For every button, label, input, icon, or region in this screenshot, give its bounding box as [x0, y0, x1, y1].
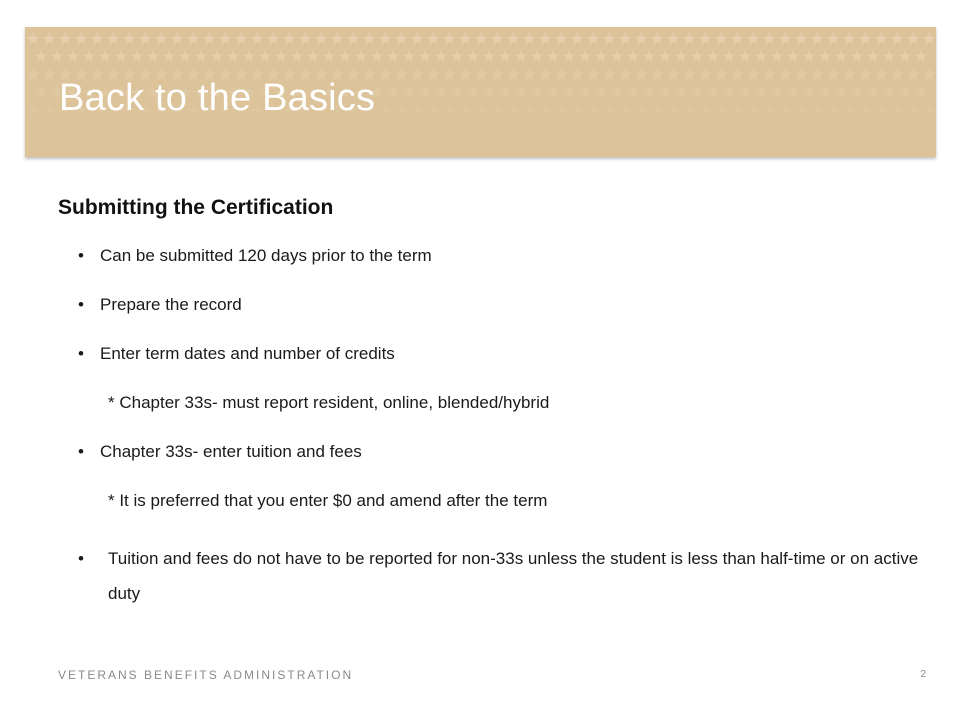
- star-shape: [491, 69, 503, 81]
- star-shape: [683, 33, 695, 45]
- star-shape: [475, 105, 487, 117]
- star-shape: [651, 33, 663, 45]
- star-shape: [339, 51, 351, 63]
- star-shape: [803, 87, 815, 99]
- star-shape: [643, 51, 655, 63]
- star-shape: [275, 51, 287, 63]
- star-shape: [747, 33, 759, 45]
- star-shape: [499, 87, 511, 99]
- star-shape: [643, 87, 655, 99]
- star-shape: [155, 33, 167, 45]
- star-shape: [731, 33, 743, 45]
- list-item-text: Can be submitted 120 days prior to the term: [100, 246, 432, 265]
- star-shape: [187, 33, 199, 45]
- star-shape: [891, 105, 903, 117]
- star-shape: [779, 105, 791, 117]
- star-shape: [291, 51, 303, 63]
- star-shape: [379, 69, 391, 81]
- star-shape: [491, 33, 503, 45]
- star-shape: [795, 69, 807, 81]
- star-shape: [395, 69, 407, 81]
- star-shape: [579, 51, 591, 63]
- star-shape: [619, 33, 631, 45]
- star-shape: [899, 87, 911, 99]
- star-shape: [659, 51, 671, 63]
- star-shape: [539, 105, 551, 117]
- star-shape: [627, 51, 639, 63]
- star-shape: [859, 69, 871, 81]
- title-banner: [25, 27, 936, 157]
- star-shape: [635, 33, 647, 45]
- star-shape: [499, 51, 511, 63]
- star-shape: [347, 33, 359, 45]
- star-shape: [283, 33, 295, 45]
- star-shape: [683, 105, 695, 117]
- star-shape: [379, 105, 391, 117]
- star-shape: [723, 87, 735, 99]
- star-shape: [411, 69, 423, 81]
- star-shape: [867, 51, 879, 63]
- star-shape: [755, 87, 767, 99]
- star-shape: [43, 69, 55, 81]
- star-shape: [539, 69, 551, 81]
- star-shape: [747, 69, 759, 81]
- star-shape: [587, 105, 599, 117]
- star-shape: [171, 33, 183, 45]
- star-shape: [875, 33, 887, 45]
- star-shape: [667, 69, 679, 81]
- star-shape: [99, 51, 111, 63]
- star-shape: [475, 69, 487, 81]
- star-shape: [195, 51, 207, 63]
- star-shape: [627, 87, 639, 99]
- sub-note: * Chapter 33s- must report resident, online, blended/hybrid: [108, 393, 550, 412]
- star-shape: [211, 51, 223, 63]
- star-shape: [427, 105, 439, 117]
- star-shape: [691, 51, 703, 63]
- star-shape: [755, 51, 767, 63]
- star-shape: [483, 51, 495, 63]
- star-shape: [27, 69, 39, 81]
- star-shape: [715, 105, 727, 117]
- star-shape: [475, 33, 487, 45]
- star-shape: [59, 33, 71, 45]
- star-shape: [203, 33, 215, 45]
- bullet-icon: •: [78, 295, 84, 314]
- star-shape: [875, 69, 887, 81]
- star-shape: [843, 69, 855, 81]
- star-shape: [107, 33, 119, 45]
- star-shape: [795, 33, 807, 45]
- star-shape: [827, 69, 839, 81]
- star-shape: [691, 87, 703, 99]
- star-shape: [267, 33, 279, 45]
- star-shape: [731, 105, 743, 117]
- star-shape: [427, 33, 439, 45]
- star-shape: [659, 87, 671, 99]
- star-shape: [827, 33, 839, 45]
- star-shape: [859, 105, 871, 117]
- star-shape: [587, 33, 599, 45]
- star-shape: [635, 69, 647, 81]
- star-shape: [555, 33, 567, 45]
- star-shape: [923, 105, 935, 117]
- star-shape: [539, 33, 551, 45]
- star-shape: [795, 105, 807, 117]
- star-shape: [67, 51, 79, 63]
- star-shape: [811, 33, 823, 45]
- star-shape: [571, 105, 583, 117]
- star-shape: [723, 51, 735, 63]
- list-item-text: Prepare the record: [100, 295, 242, 314]
- star-shape: [371, 51, 383, 63]
- star-shape: [819, 87, 831, 99]
- star-shape: [867, 87, 879, 99]
- star-shape: [579, 87, 591, 99]
- star-shape: [235, 33, 247, 45]
- star-shape: [323, 51, 335, 63]
- star-shape: [603, 33, 615, 45]
- star-shape: [699, 33, 711, 45]
- star-shape: [555, 69, 567, 81]
- star-shape: [419, 51, 431, 63]
- star-shape: [907, 69, 919, 81]
- star-shape: [811, 69, 823, 81]
- star-shape: [747, 105, 759, 117]
- star-shape: [147, 51, 159, 63]
- star-shape: [731, 69, 743, 81]
- bullet-icon: •: [78, 344, 84, 363]
- star-shape: [595, 87, 607, 99]
- star-shape: [739, 87, 751, 99]
- footer-org: VETERANS BENEFITS ADMINISTRATION: [58, 668, 354, 682]
- star-shape: [379, 33, 391, 45]
- star-shape: [123, 33, 135, 45]
- star-shape: [507, 105, 519, 117]
- star-shape: [875, 105, 887, 117]
- star-shape: [739, 51, 751, 63]
- star-shape: [603, 69, 615, 81]
- slide-title: Back to the Basics: [59, 77, 376, 119]
- star-shape: [299, 33, 311, 45]
- star-shape: [403, 51, 415, 63]
- star-shape: [843, 105, 855, 117]
- star-shape: [787, 51, 799, 63]
- star-shape: [899, 51, 911, 63]
- star-shape: [403, 87, 415, 99]
- star-shape: [891, 33, 903, 45]
- star-shape: [35, 51, 47, 63]
- star-shape: [459, 33, 471, 45]
- star-shape: [547, 51, 559, 63]
- star-shape: [595, 51, 607, 63]
- star-shape: [259, 51, 271, 63]
- star-shape: [811, 105, 823, 117]
- star-shape: [523, 105, 535, 117]
- star-shape: [619, 69, 631, 81]
- star-shape: [131, 51, 143, 63]
- star-shape: [395, 33, 407, 45]
- star-shape: [699, 105, 711, 117]
- star-shape: [467, 87, 479, 99]
- star-shape: [531, 51, 543, 63]
- star-shape: [619, 105, 631, 117]
- star-shape: [459, 69, 471, 81]
- star-shape: [243, 51, 255, 63]
- star-shape: [803, 51, 815, 63]
- star-shape: [835, 87, 847, 99]
- star-shape: [915, 87, 927, 99]
- star-shape: [771, 51, 783, 63]
- star-shape: [331, 33, 343, 45]
- star-shape: [611, 87, 623, 99]
- star-shape: [467, 51, 479, 63]
- star-shape: [907, 33, 919, 45]
- star-shape: [523, 33, 535, 45]
- sub-note: * It is preferred that you enter $0 and amend after the term: [108, 491, 548, 510]
- star-shape: [715, 33, 727, 45]
- star-shape: [699, 69, 711, 81]
- star-shape: [883, 51, 895, 63]
- star-shape: [715, 69, 727, 81]
- star-shape: [483, 87, 495, 99]
- star-shape: [387, 51, 399, 63]
- star-shape: [779, 33, 791, 45]
- list-item-text: Enter term dates and number of credits: [100, 344, 395, 363]
- section-heading: Submitting the Certification: [58, 196, 334, 219]
- star-shape: [675, 87, 687, 99]
- star-shape: [427, 69, 439, 81]
- star-shape: [227, 51, 239, 63]
- star-shape: [571, 69, 583, 81]
- star-shape: [35, 87, 47, 99]
- star-shape: [667, 105, 679, 117]
- star-shape: [43, 105, 55, 117]
- star-shape: [891, 69, 903, 81]
- star-shape: [83, 51, 95, 63]
- star-shape: [675, 51, 687, 63]
- star-shape: [507, 33, 519, 45]
- star-shape: [763, 69, 775, 81]
- star-shape: [411, 33, 423, 45]
- star-shape: [523, 69, 535, 81]
- star-shape: [635, 105, 647, 117]
- star-shape: [651, 105, 663, 117]
- star-shape: [827, 105, 839, 117]
- star-shape: [251, 33, 263, 45]
- star-shape: [491, 105, 503, 117]
- star-shape: [459, 105, 471, 117]
- star-shape: [883, 87, 895, 99]
- star-shape: [587, 69, 599, 81]
- star-shape: [843, 33, 855, 45]
- star-shape: [139, 33, 151, 45]
- star-shape: [115, 51, 127, 63]
- star-shape: [683, 69, 695, 81]
- star-shape: [219, 33, 231, 45]
- star-shape: [571, 33, 583, 45]
- star-shape: [835, 51, 847, 63]
- star-shape: [507, 69, 519, 81]
- star-shape: [435, 87, 447, 99]
- star-shape: [27, 33, 39, 45]
- star-shape: [443, 69, 455, 81]
- star-shape: [515, 87, 527, 99]
- star-shape: [563, 51, 575, 63]
- star-shape: [163, 51, 175, 63]
- star-shape: [851, 87, 863, 99]
- star-shape: [51, 51, 63, 63]
- star-shape: [531, 87, 543, 99]
- star-shape: [443, 105, 455, 117]
- star-shape: [515, 51, 527, 63]
- bullet-icon: •: [78, 442, 84, 461]
- star-shape: [851, 51, 863, 63]
- star-shape: [363, 33, 375, 45]
- star-shape: [915, 51, 927, 63]
- star-shape: [859, 33, 871, 45]
- star-shape: [179, 51, 191, 63]
- star-shape: [907, 105, 919, 117]
- star-shape: [611, 51, 623, 63]
- bullet-icon: •: [78, 549, 84, 568]
- star-shape: [387, 87, 399, 99]
- star-shape: [707, 87, 719, 99]
- star-shape: [451, 87, 463, 99]
- star-shape: [603, 105, 615, 117]
- star-shape: [307, 51, 319, 63]
- star-shape: [787, 87, 799, 99]
- star-shape: [27, 105, 39, 117]
- star-shape: [651, 69, 663, 81]
- star-shape: [355, 51, 367, 63]
- star-shape: [763, 33, 775, 45]
- star-shape: [395, 105, 407, 117]
- star-shape: [443, 33, 455, 45]
- star-shape: [75, 33, 87, 45]
- star-shape: [555, 105, 567, 117]
- page-number: 2: [920, 669, 926, 680]
- star-shape: [763, 105, 775, 117]
- star-shape: [451, 51, 463, 63]
- star-shape: [315, 33, 327, 45]
- bullet-icon: •: [78, 246, 84, 265]
- star-shape: [43, 33, 55, 45]
- star-shape: [547, 87, 559, 99]
- star-shape: [419, 87, 431, 99]
- list-item-text: Chapter 33s- enter tuition and fees: [100, 442, 362, 461]
- star-shape: [771, 87, 783, 99]
- star-shape: [779, 69, 791, 81]
- star-shape: [563, 87, 575, 99]
- star-shape: [923, 33, 935, 45]
- star-shape: [819, 51, 831, 63]
- star-shape: [923, 69, 935, 81]
- star-shape: [91, 33, 103, 45]
- star-shape: [411, 105, 423, 117]
- star-shape: [707, 51, 719, 63]
- star-shape: [667, 33, 679, 45]
- list-item-text: Tuition and fees do not have to be reported for non-33s unless the student is less than half-time or on active duty: [108, 549, 919, 603]
- star-shape: [435, 51, 447, 63]
